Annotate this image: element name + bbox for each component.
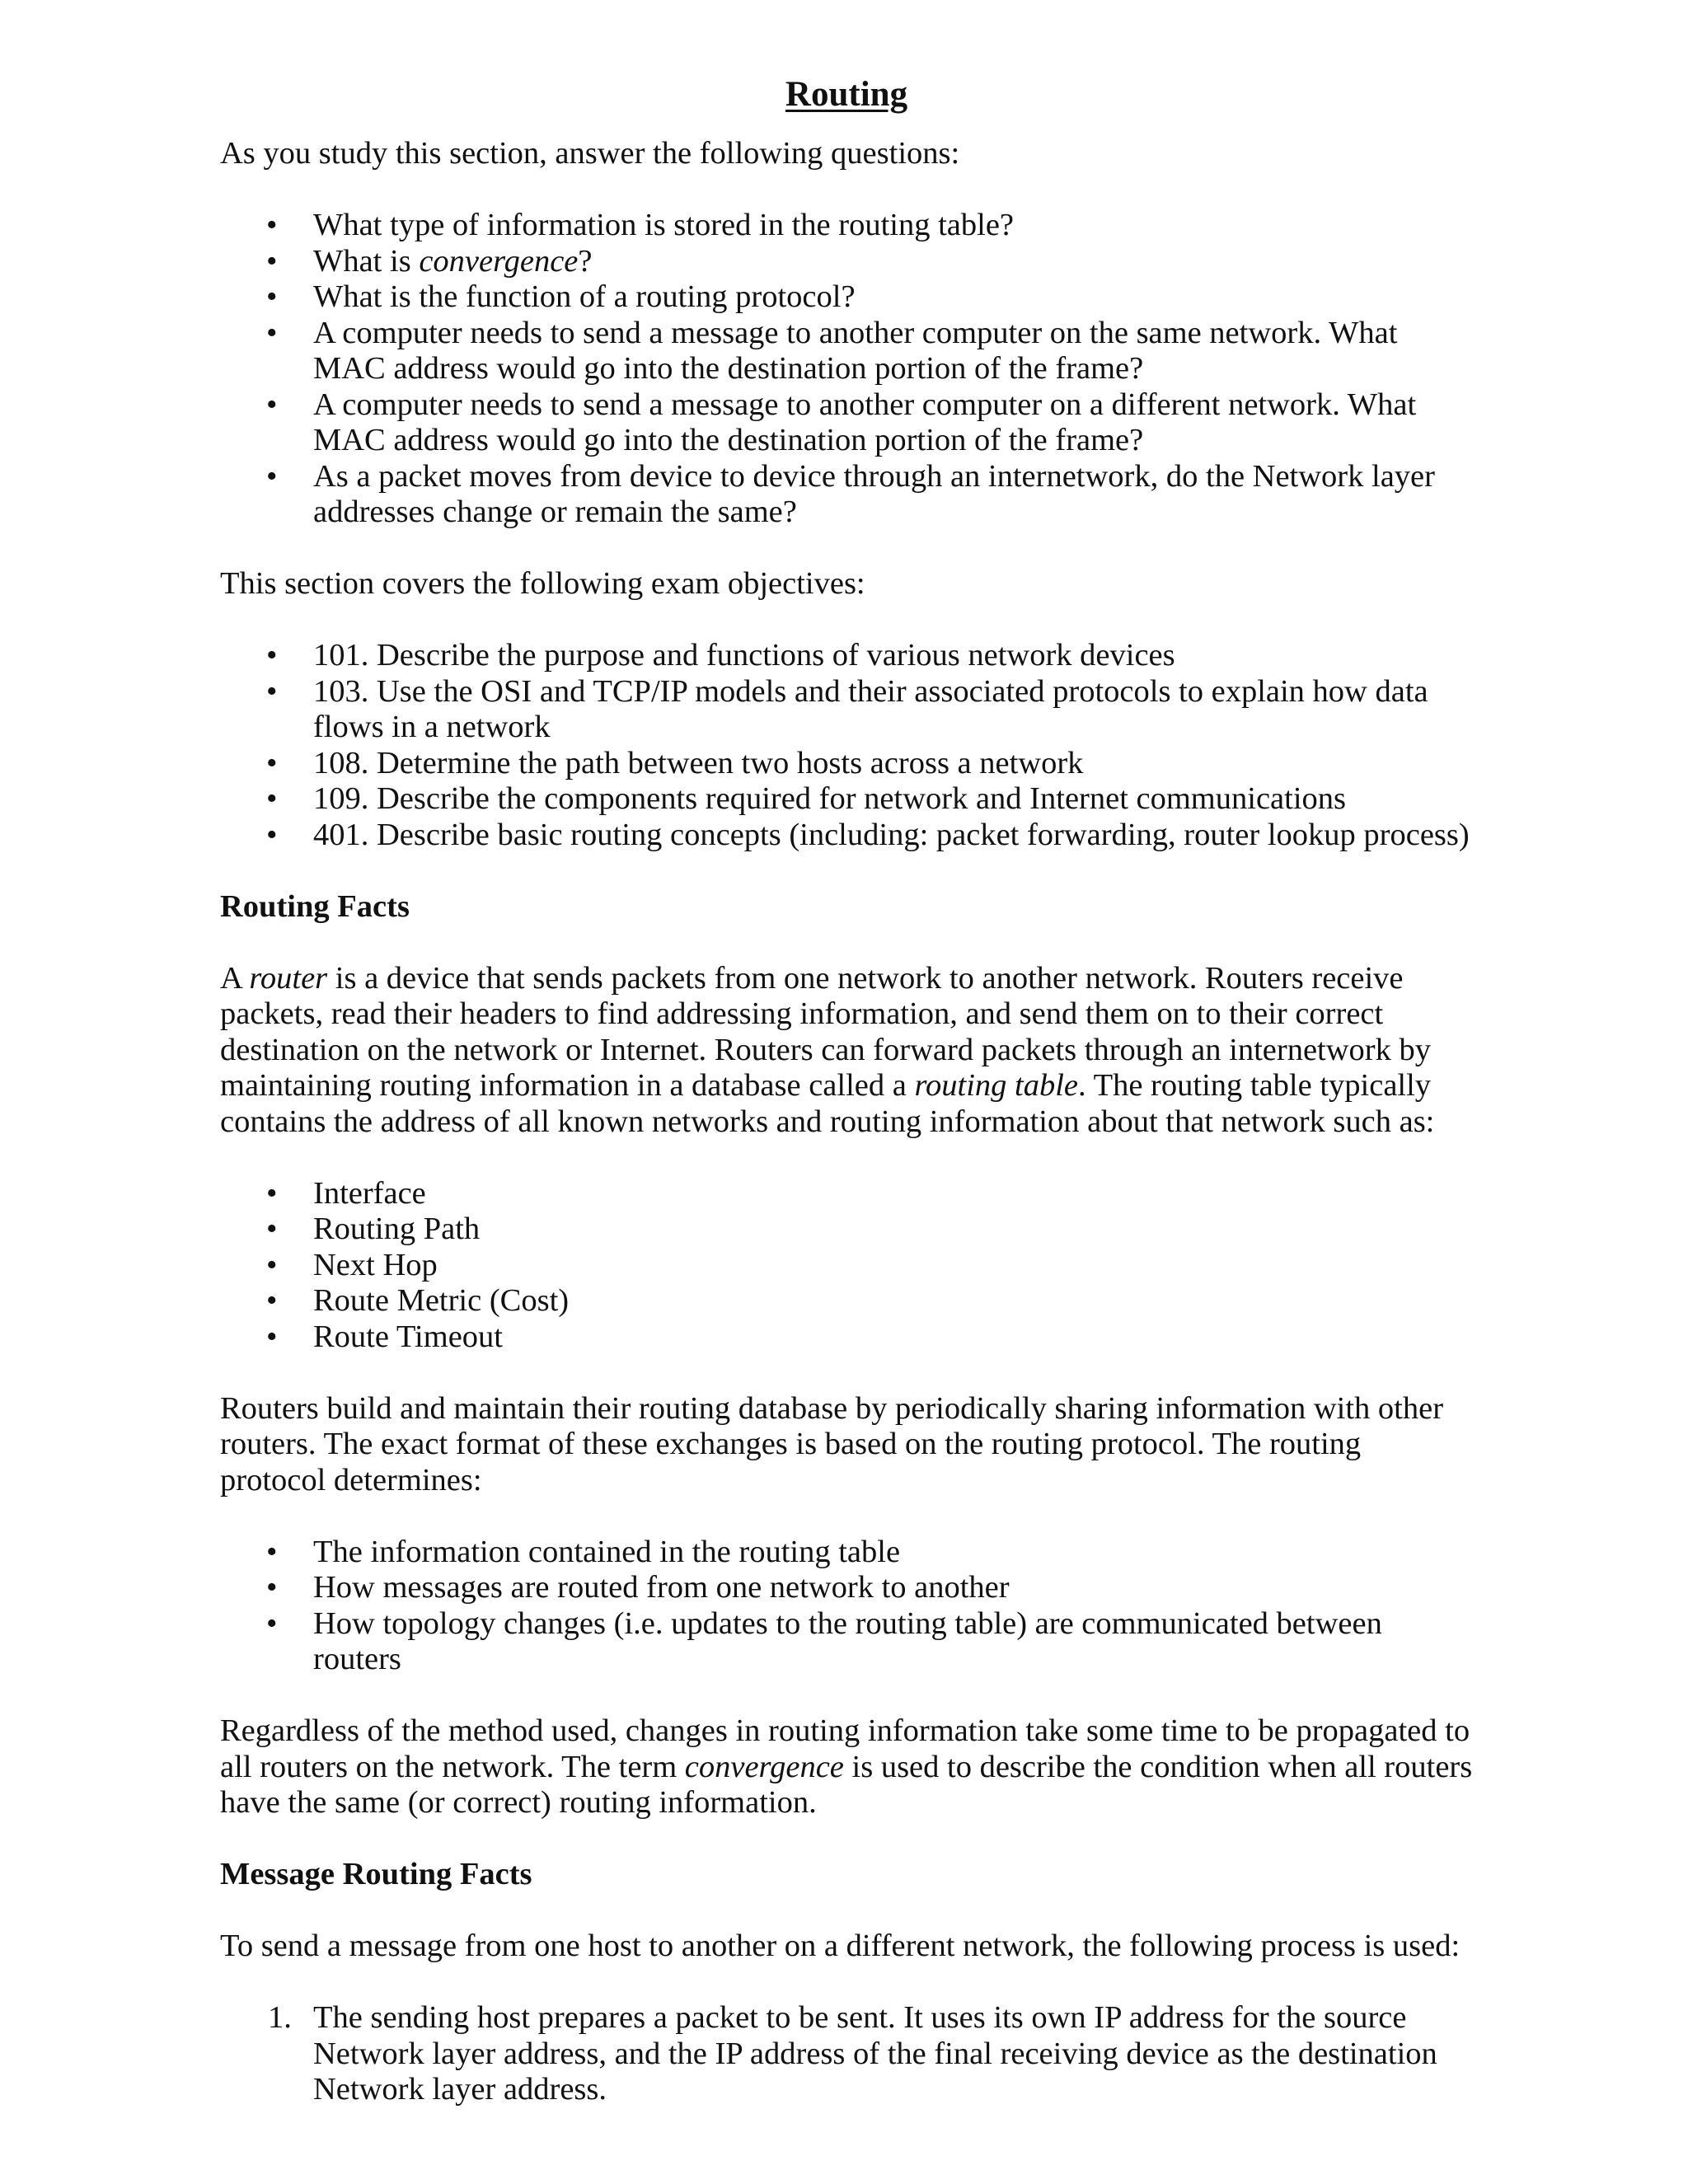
bullet-icon: • [266,1534,278,1569]
bullet-icon: • [266,1212,278,1246]
list-item: • Route Timeout [266,1319,503,1354]
list-item: • What is convergence? [266,243,593,279]
bullet-icon: • [266,387,278,422]
message-routing-steps [220,2000,1473,2108]
bullet-icon: • [266,1319,278,1354]
intro-paragraph: As you study this section, answer the following questions: [220,136,960,171]
bullet-icon: • [266,1570,278,1605]
protocol-items-list [220,1535,1473,1678]
bullet-icon: • [266,315,278,350]
bullet-icon: • [266,458,278,494]
list-item: • 401. Describe basic routing concepts (including: packet forwarding, router lookup process) [266,817,1470,852]
bullet-icon: • [266,279,278,314]
list-item: • What is the function of a routing protocol? [266,279,856,314]
bullet-icon: • [266,638,278,673]
list-item: • A computer needs to send a message to another computer on a different network. What MAC address would go into the destination portion of the frame? [266,387,1417,457]
objectives-list [220,638,1473,853]
list-item: • Route Metric (Cost) [266,1283,570,1318]
document-page [220,71,1473,2108]
section-heading-message-routing: Message Routing Facts [220,1857,532,1891]
list-item: • 108. Determine the path between two hosts across a network [266,745,1084,780]
bullet-icon: • [266,1175,278,1211]
list-item: • The information contained in the routing table [266,1534,901,1569]
bullet-icon: • [266,1283,278,1318]
list-item: • What type of information is stored in the routing table? [266,208,1014,242]
bullet-icon: • [266,817,278,852]
objectives-intro: This section covers the following exam objectives: [220,566,865,601]
list-item: • 103. Use the OSI and TCP/IP models and their associated protocols to explain how data flows in a network [266,673,1428,744]
list-item: • Interface [266,1175,426,1211]
list-item: • How topology changes (i.e. updates to the routing table) are communicated between routers [266,1605,1382,1676]
bullet-icon: • [266,208,278,242]
page-title: Routing [785,75,908,114]
list-item: 1. The sending host prepares a packet to be sent. It uses its own IP address for the source Network layer address, and the IP address of the final receiving device as the destination Network layer address. [268,2000,1437,2107]
section-heading-routing-facts: Routing Facts [220,888,410,924]
convergence-paragraph: Regardless of the method used, changes in routing information take some time to be propagated to all routers on the network. The term convergence is used to describe the condition when all routers have the same (or correct) routing information. [220,1713,1473,1820]
list-item: • 101. Describe the purpose and functions of various network devices [266,638,1175,673]
bullet-icon: • [266,781,278,816]
protocol-paragraph: Routers build and maintain their routing database by periodically sharing information with other routers. The exact format of these exchanges is based on the routing protocol. The routing protocol determines: [220,1390,1444,1497]
bullet-icon: • [266,1605,278,1641]
questions-list [220,208,1473,531]
bullet-icon: • [266,673,278,709]
bullet-icon: • [266,1247,278,1282]
list-item: • A computer needs to send a message to another computer on the same network. What MAC address would go into the destination portion of the frame? [266,315,1398,386]
list-item: • Routing Path [266,1212,481,1246]
list-item: • How messages are routed from one network to another [266,1570,1010,1605]
router-paragraph: A router is a device that sends packets from one network to another network. Routers receive packets, read their headers to find addressing information, and send them on to their correct destination on the network or Internet. Routers can forward packets through an internetwork by maintaining routing information in a database called a routing table. The routing table typically contains the address of all known networks and routing information about that network such as: [220,960,1435,1139]
routing-table-items-list [220,1176,1473,1356]
bullet-icon: • [266,745,278,780]
list-item: • Next Hop [266,1247,438,1282]
step-number: 1. [268,2000,292,2035]
list-item: • As a packet moves from device to device through an internetwork, do the Network layer addresses change or remain the same? [266,458,1435,529]
message-routing-intro: To send a message from one host to another on a different network, the following process is used: [220,1929,1461,1963]
bullet-icon: • [266,243,278,279]
list-item: • 109. Describe the components required for network and Internet communications [266,781,1346,816]
